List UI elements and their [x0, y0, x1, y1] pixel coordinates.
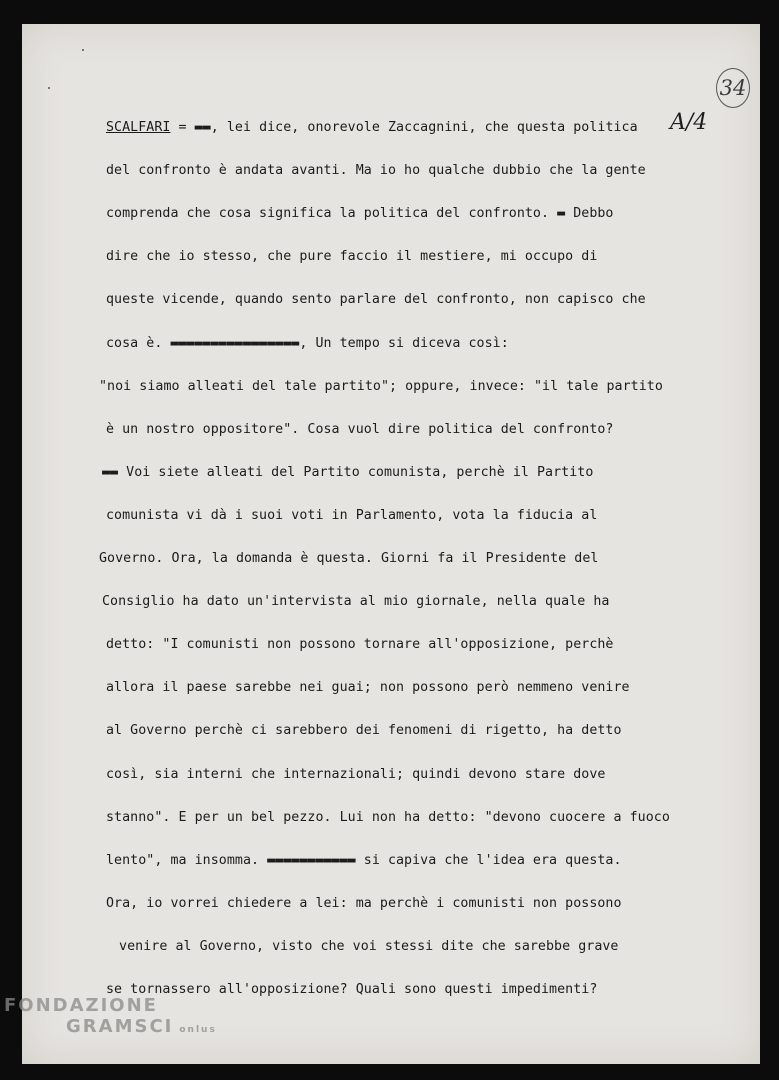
text-line — [102, 465, 593, 480]
text-line — [106, 853, 622, 868]
text-line — [102, 594, 610, 609]
folio-number: 34 — [716, 68, 750, 108]
text-line — [106, 292, 646, 307]
text-line — [106, 120, 638, 135]
text-line — [111, 939, 619, 954]
line-text: stanno". E per un bel pezzo. Lui non ha detto: "devono cuocere a fuoco — [106, 810, 670, 825]
line-text: ▬▬ Voi siete alleati del Partito comunista, perchè il Partito — [102, 465, 594, 480]
line-text: dire che io stesso, che pure faccio il mestiere, mi occupo di — [106, 249, 598, 264]
line-text: se tornassero all'opposizione? Quali sono questi impedimenti? — [106, 982, 598, 997]
text-line — [106, 810, 670, 825]
text-line — [106, 680, 630, 695]
speck — [48, 87, 50, 89]
line-text: venire al Governo, visto che voi stessi dite che sarebbe grave — [111, 939, 619, 954]
line-text: Governo. Ora, la domanda è questa. Giorni fa il Presidente del — [99, 551, 599, 566]
speaker-name: SCALFARI — [106, 120, 171, 135]
watermark-name: FONDAZIONE — [4, 995, 158, 1016]
text-line — [99, 551, 598, 566]
line-text: del confronto è andata avanti. Ma io ho qualche dubbio che la gente — [106, 163, 646, 178]
line-text: allora il paese sarebbe nei guai; non possono però nemmeno venire — [106, 680, 630, 695]
speck — [82, 49, 84, 51]
line-text: lento", ma insomma. ▬▬▬▬▬▬▬▬▬▬▬ si capiva che l'idea era questa. — [106, 853, 622, 868]
line-text: detto: "I comunisti non possono tornare all'opposizione, perchè — [106, 637, 614, 652]
line-text: comprenda che cosa significa la politica del confronto. ▬ Debbo — [106, 206, 614, 221]
text-line — [106, 767, 605, 782]
text-line — [106, 723, 622, 738]
text-line — [106, 336, 509, 351]
text-line — [106, 637, 614, 652]
text-line — [106, 249, 597, 264]
line-text: comunista vi dà i suoi voti in Parlamento, vota la fiducia al — [106, 508, 598, 523]
line-text: Ora, io vorrei chiedere a lei: ma perchè i comunisti non possono — [106, 896, 622, 911]
line-text: = ▬▬, lei dice, onorevole Zaccagnini, che questa politica — [178, 120, 638, 135]
watermark — [4, 995, 217, 1037]
line-text: cosa è. ▬▬▬▬▬▬▬▬▬▬▬▬▬▬▬▬, Un tempo si diceva così: — [106, 336, 509, 351]
reference-mark: A/4 — [670, 110, 708, 135]
line-text: così, sia interni che internazionali; quindi devono stare dove — [106, 767, 606, 782]
watermark-onlus: onlus — [179, 1025, 217, 1035]
text-line — [106, 163, 646, 178]
line-text: queste vicende, quando sento parlare del confronto, non capisco che — [106, 292, 646, 307]
line-text: Consiglio ha dato un'intervista al mio giornale, nella quale ha — [102, 594, 610, 609]
text-line — [106, 206, 614, 221]
text-line — [106, 896, 622, 911]
text-line — [99, 379, 663, 394]
text-line — [106, 508, 597, 523]
watermark-sub: GRAMSCI onlus — [66, 1016, 217, 1037]
line-text: al Governo perchè ci sarebbero dei fenomeni di rigetto, ha detto — [106, 723, 622, 738]
text-line — [106, 422, 614, 437]
document-page — [22, 24, 760, 1064]
line-text: "noi siamo alleati del tale partito"; oppure, invece: "il tale partito — [99, 379, 663, 394]
line-text: è un nostro oppositore". Cosa vuol dire politica del confronto? — [106, 422, 614, 437]
